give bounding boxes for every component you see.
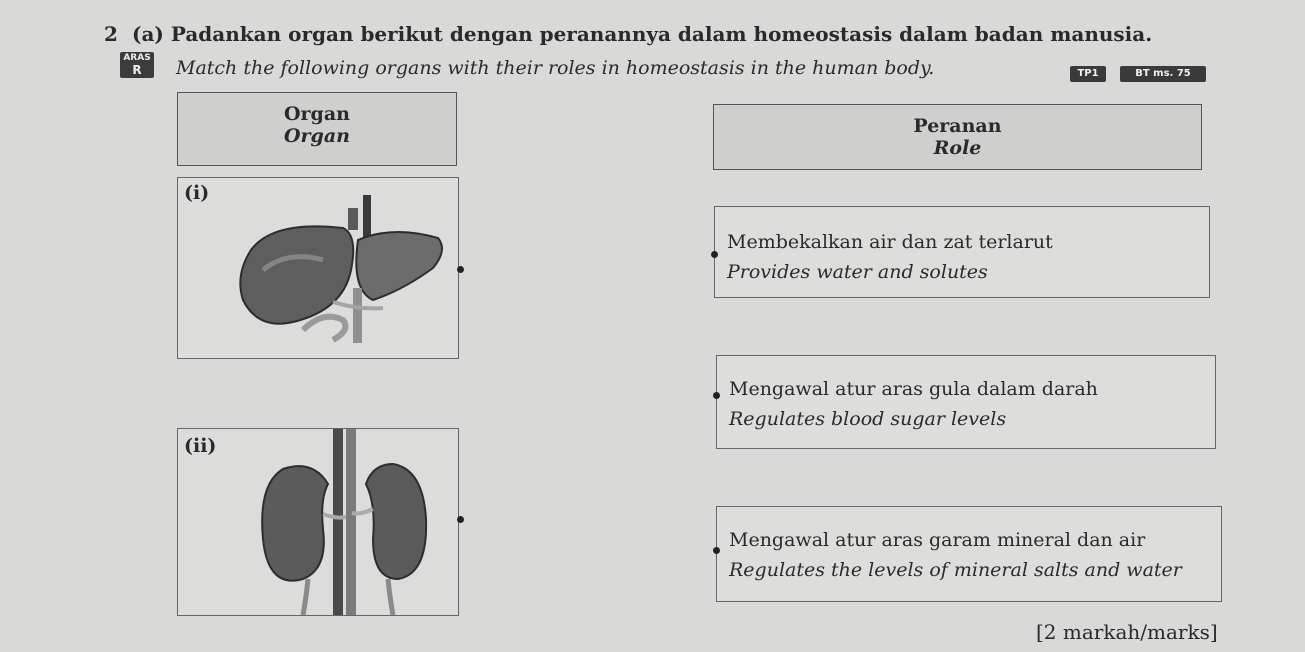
role-3-malay: Mengawal atur aras garam mineral dan air [729, 529, 1146, 551]
role-box-2 [716, 355, 1216, 449]
role-2-match-dot[interactable] [713, 392, 720, 399]
organ-label-i: (i) [184, 182, 210, 204]
organ-header-english: Organ [284, 125, 350, 147]
organ-label-ii: (ii) [184, 435, 217, 457]
role-2-malay: Mengawal atur aras gula dalam darah [729, 378, 1098, 400]
tp-tag: TP1 [1070, 66, 1106, 82]
liver-match-dot[interactable] [457, 266, 464, 273]
role-1-match-dot[interactable] [711, 251, 718, 258]
liver-icon [233, 190, 453, 355]
role-1-malay: Membekalkan air dan zat terlarut [727, 231, 1053, 253]
role-1-english: Provides water and solutes [727, 261, 988, 283]
role-2-english: Regulates blood sugar levels [729, 408, 1007, 430]
role-header-malay: Peranan [913, 115, 1002, 137]
organ-box-kidney [177, 428, 459, 616]
kidney-icon [248, 429, 448, 615]
role-box-1 [714, 206, 1210, 298]
question-number: 2 [104, 22, 118, 46]
organ-header-malay: Organ [284, 103, 350, 125]
role-header-english: Role [933, 137, 982, 159]
question-text-english: Match the following organs with their roles in homeostasis in the human body. [176, 57, 935, 79]
role-box-3 [716, 506, 1222, 602]
kidney-match-dot[interactable] [457, 516, 464, 523]
role-header [713, 104, 1202, 170]
aras-badge [120, 52, 154, 78]
role-3-match-dot[interactable] [713, 547, 720, 554]
aras-badge-bottom: R [132, 63, 142, 77]
marks-label: [2 markah/marks] [1036, 620, 1218, 644]
organ-header [177, 92, 457, 166]
role-3-english: Regulates the levels of mineral salts and water [729, 559, 1182, 581]
bt-tag: BT ms. 75 [1120, 66, 1206, 82]
question-text-malay: (a) Padankan organ berikut dengan peranannya dalam homeostasis dalam badan manusia. [132, 22, 1153, 46]
organ-box-liver [177, 177, 459, 359]
aras-badge-top: ARAS [123, 53, 151, 63]
